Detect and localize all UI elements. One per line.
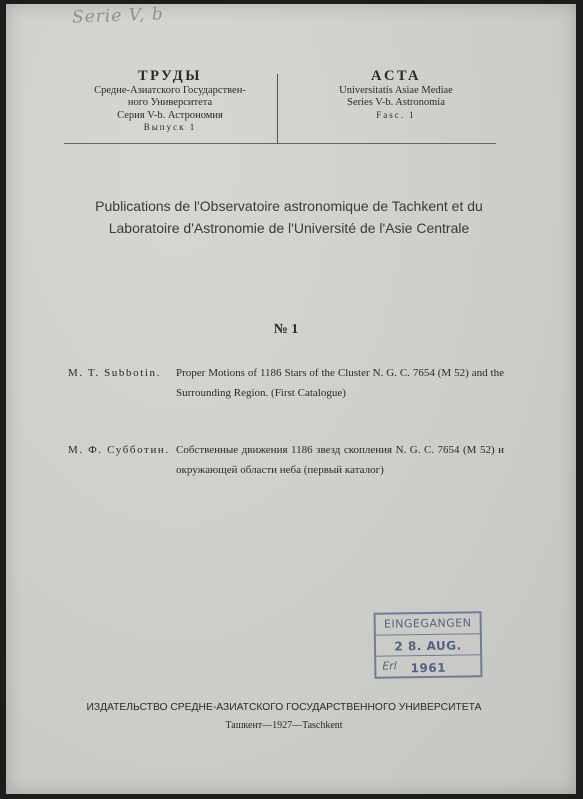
header-russian-line1: Средне-Азиатского Государствен-	[94, 85, 246, 97]
publisher-place: Ташкент—1927—Taschkent	[225, 720, 343, 732]
document-cover	[6, 4, 576, 794]
publication-title-line1: Publications de l'Observatoire astronomique de Tachkent et du	[95, 198, 483, 214]
header-russian-line3: Серия V-b. Астрономия	[117, 109, 223, 121]
entry-text: Proper Motions of 1186 Stars of the Cluster N. G. C. 7654 (M 52) and the Surrounding Region. (First Catalogue)	[176, 367, 504, 399]
stamp-date: 2 8. AUG. 1961	[394, 638, 462, 676]
header-latin-line1: Universitatis Asiae Mediae	[339, 85, 453, 97]
header-latin	[296, 68, 496, 120]
issue-number: № 1	[273, 322, 299, 337]
stamp-label: EINGEGANGEN	[376, 613, 480, 635]
header-horizontal-divider	[64, 143, 496, 144]
publication-title-line2: Laboratoire d'Astronomie de l'Université de l'Asie Centrale	[108, 219, 470, 236]
publisher-block	[64, 699, 504, 735]
publisher-name: ИЗДАТЕЛЬСТВО СРЕДНЕ-АЗИАТСКОГО ГОСУДАРСТВЕННОГО УНИВЕРСИТЕТА	[86, 702, 482, 713]
stamp-initials: Erl	[376, 654, 480, 676]
header-russian-line2: ного Университета	[127, 97, 213, 109]
entry-author: M. T. Subbotin.	[68, 367, 161, 379]
publication-title	[54, 196, 524, 239]
received-stamp	[374, 611, 483, 679]
entry-author: М. Ф. Субботин.	[68, 444, 170, 456]
header-vertical-divider	[277, 74, 278, 144]
header-latin-title: ACTA	[370, 68, 421, 84]
header-latin-line2: Series V-b. Astronomia	[347, 97, 445, 109]
header-russian	[60, 68, 280, 133]
entry-text: Собственные движения 1186 звезд скопления N. G. C. 7654 (М 52) и окружающей области неба (первый каталог)	[176, 444, 504, 476]
header-russian-issue: Выпуск 1	[143, 122, 197, 133]
handwritten-note: Serie V, b	[71, 4, 165, 28]
header-russian-title: ТРУДЫ	[137, 68, 203, 84]
header-latin-issue: Fasc. 1	[376, 109, 416, 120]
